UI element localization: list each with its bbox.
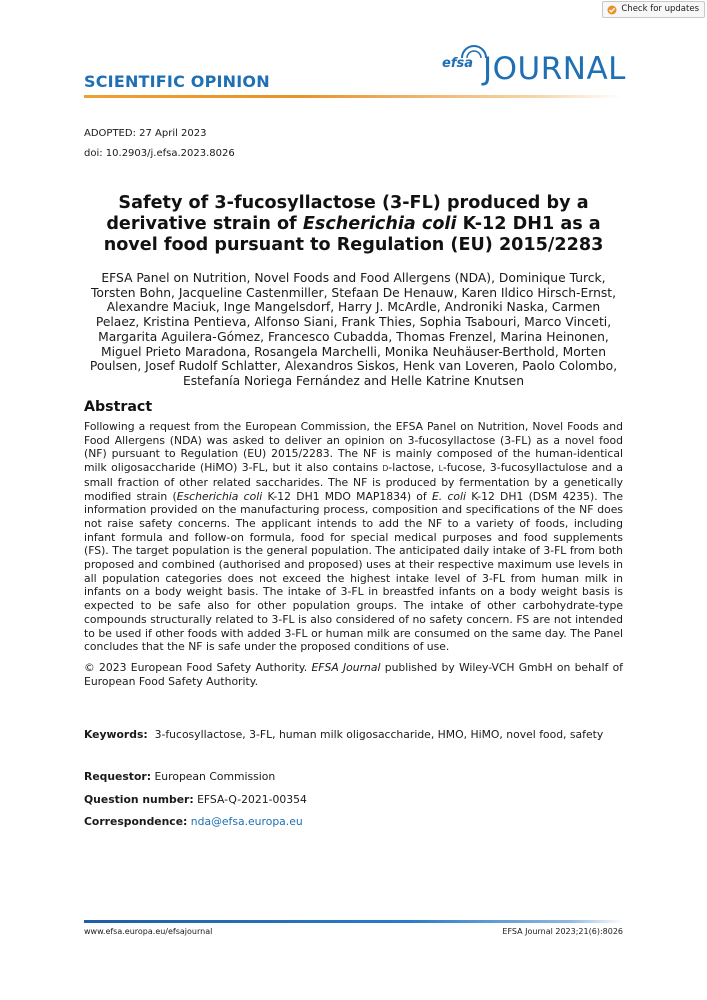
logo-efsa-text: efsa (442, 56, 473, 71)
section-label: SCIENTIFIC OPINION (84, 72, 270, 91)
keywords (84, 728, 623, 741)
footer-citation: EFSA Journal 2023;21(6):8026 (502, 927, 623, 936)
header-divider (84, 95, 623, 98)
question-number: Question number: EFSA-Q-2021-00354 (84, 793, 307, 806)
footer-divider (84, 920, 623, 923)
abstract-paragraph: Following a request from the European Commission, the EFSA Panel on Nutrition, Novel Foods and Food Allergens (NDA) was asked to deliver an opinion on 3-fucosyllactose (3-FL) as a novel food (NF) pursuant to Regulation (EU) 2015/2283. The NF is mainly composed of the human-identical milk oligosaccharide (HiMO) 3-FL, but it also contains D-lactose, L-fucose, 3-fucosyllactulose and a small fraction of other related saccharides. The NF is produced by fermentation by a genetically modified strain (Escherichia coli K-12 DH1 MDO MAP1834) of E. coli K-12 DH1 (DSM 4235). The information provided on the manufacturing process, composition and specifications of the NF does not raise safety concerns. The applicant intends to add the NF to a variety of foods, including infant formula and follow-on formula, food for special medical purposes and food supplements (FS). The target population is the general population. The anticipated daily intake of 3-FL from both proposed and combined (authorised and proposed) uses at their respective maximum use levels in all population categories does not exceed the highest intake level of 3-FL from human milk in infants on a body weight basis. The intake of 3-FL in breastfed infants on a body weight basis is expected to be safe also for other population groups. The intake of other carbohydrate-type compounds structurally related to 3-FL is also considered of no safety concern. FS are not intended to be used if other foods with added 3-FL or human milk are consumed on the same day. The Panel concludes that the NF is safe under the proposed conditions of use. (84, 420, 623, 654)
check-for-updates-button[interactable] (602, 1, 705, 18)
keywords-value: 3-fucosyllactose, 3-FL, human milk oligosaccharide, HMO, HiMO, novel food, safety (154, 728, 604, 741)
footer-journal-url[interactable]: www.efsa.europa.eu/efsajournal (84, 927, 213, 936)
requestor: Requestor: European Commission (84, 770, 276, 783)
abstract-heading: Abstract (84, 399, 153, 415)
adopted-date: ADOPTED: 27 April 2023 (84, 128, 207, 139)
correspondence: Correspondence: nda@efsa.europa.eu (84, 815, 303, 828)
check-updates-label: Check for updates (621, 4, 699, 14)
efsa-journal-logo (437, 42, 627, 90)
abstract-body (84, 420, 623, 695)
paper-title: Safety of 3-fucosyllactose (3-FL) produced by a derivative strain of Escherichia coli K-12 DH1 as a novel food pursuant to Regulation (EU) 2015/2283 (103, 193, 604, 255)
logo-journal-text: JOURNAL (483, 51, 626, 87)
author-list: EFSA Panel on Nutrition, Novel Foods and Food Allergens (NDA), Dominique Turck, Torsten Bohn, Jacqueline Castenmiller, Stefaan De Henauw, Karen Ildico Hirsch-Ernst, Alexandre Maciuk, Inge Mangelsdorf, Harry J. McArdle, Androniki Naska, Carmen Pelaez, Kristina Pentieva, Alfonso Siani, Frank Thies, Sophia Tsabouri, Marco Vinceti, Margarita Aguilera-Gómez, Francesco Cubadda, Thomas Frenzel, Marina Heinonen, Miguel Prieto Maradona, Rosangela Marchelli, Monika Neuhäuser-Berthold, Morten Poulsen, Josef Rudolf Schlatter, Alexandros Siskos, Henk van Loveren, Paolo Colombo, Estefanía Noriega Fernández and Helle Katrine Knutsen (89, 271, 618, 388)
check-updates-icon (607, 5, 617, 15)
keywords-label: Keywords: (84, 728, 148, 741)
copyright-notice: © 2023 European Food Safety Authority. EFSA Journal published by Wiley-VCH GmbH on behalf of European Food Safety Authority. (84, 660, 623, 688)
doi: doi: 10.2903/j.efsa.2023.8026 (84, 148, 235, 159)
correspondence-email-link[interactable]: nda@efsa.europa.eu (190, 815, 303, 828)
